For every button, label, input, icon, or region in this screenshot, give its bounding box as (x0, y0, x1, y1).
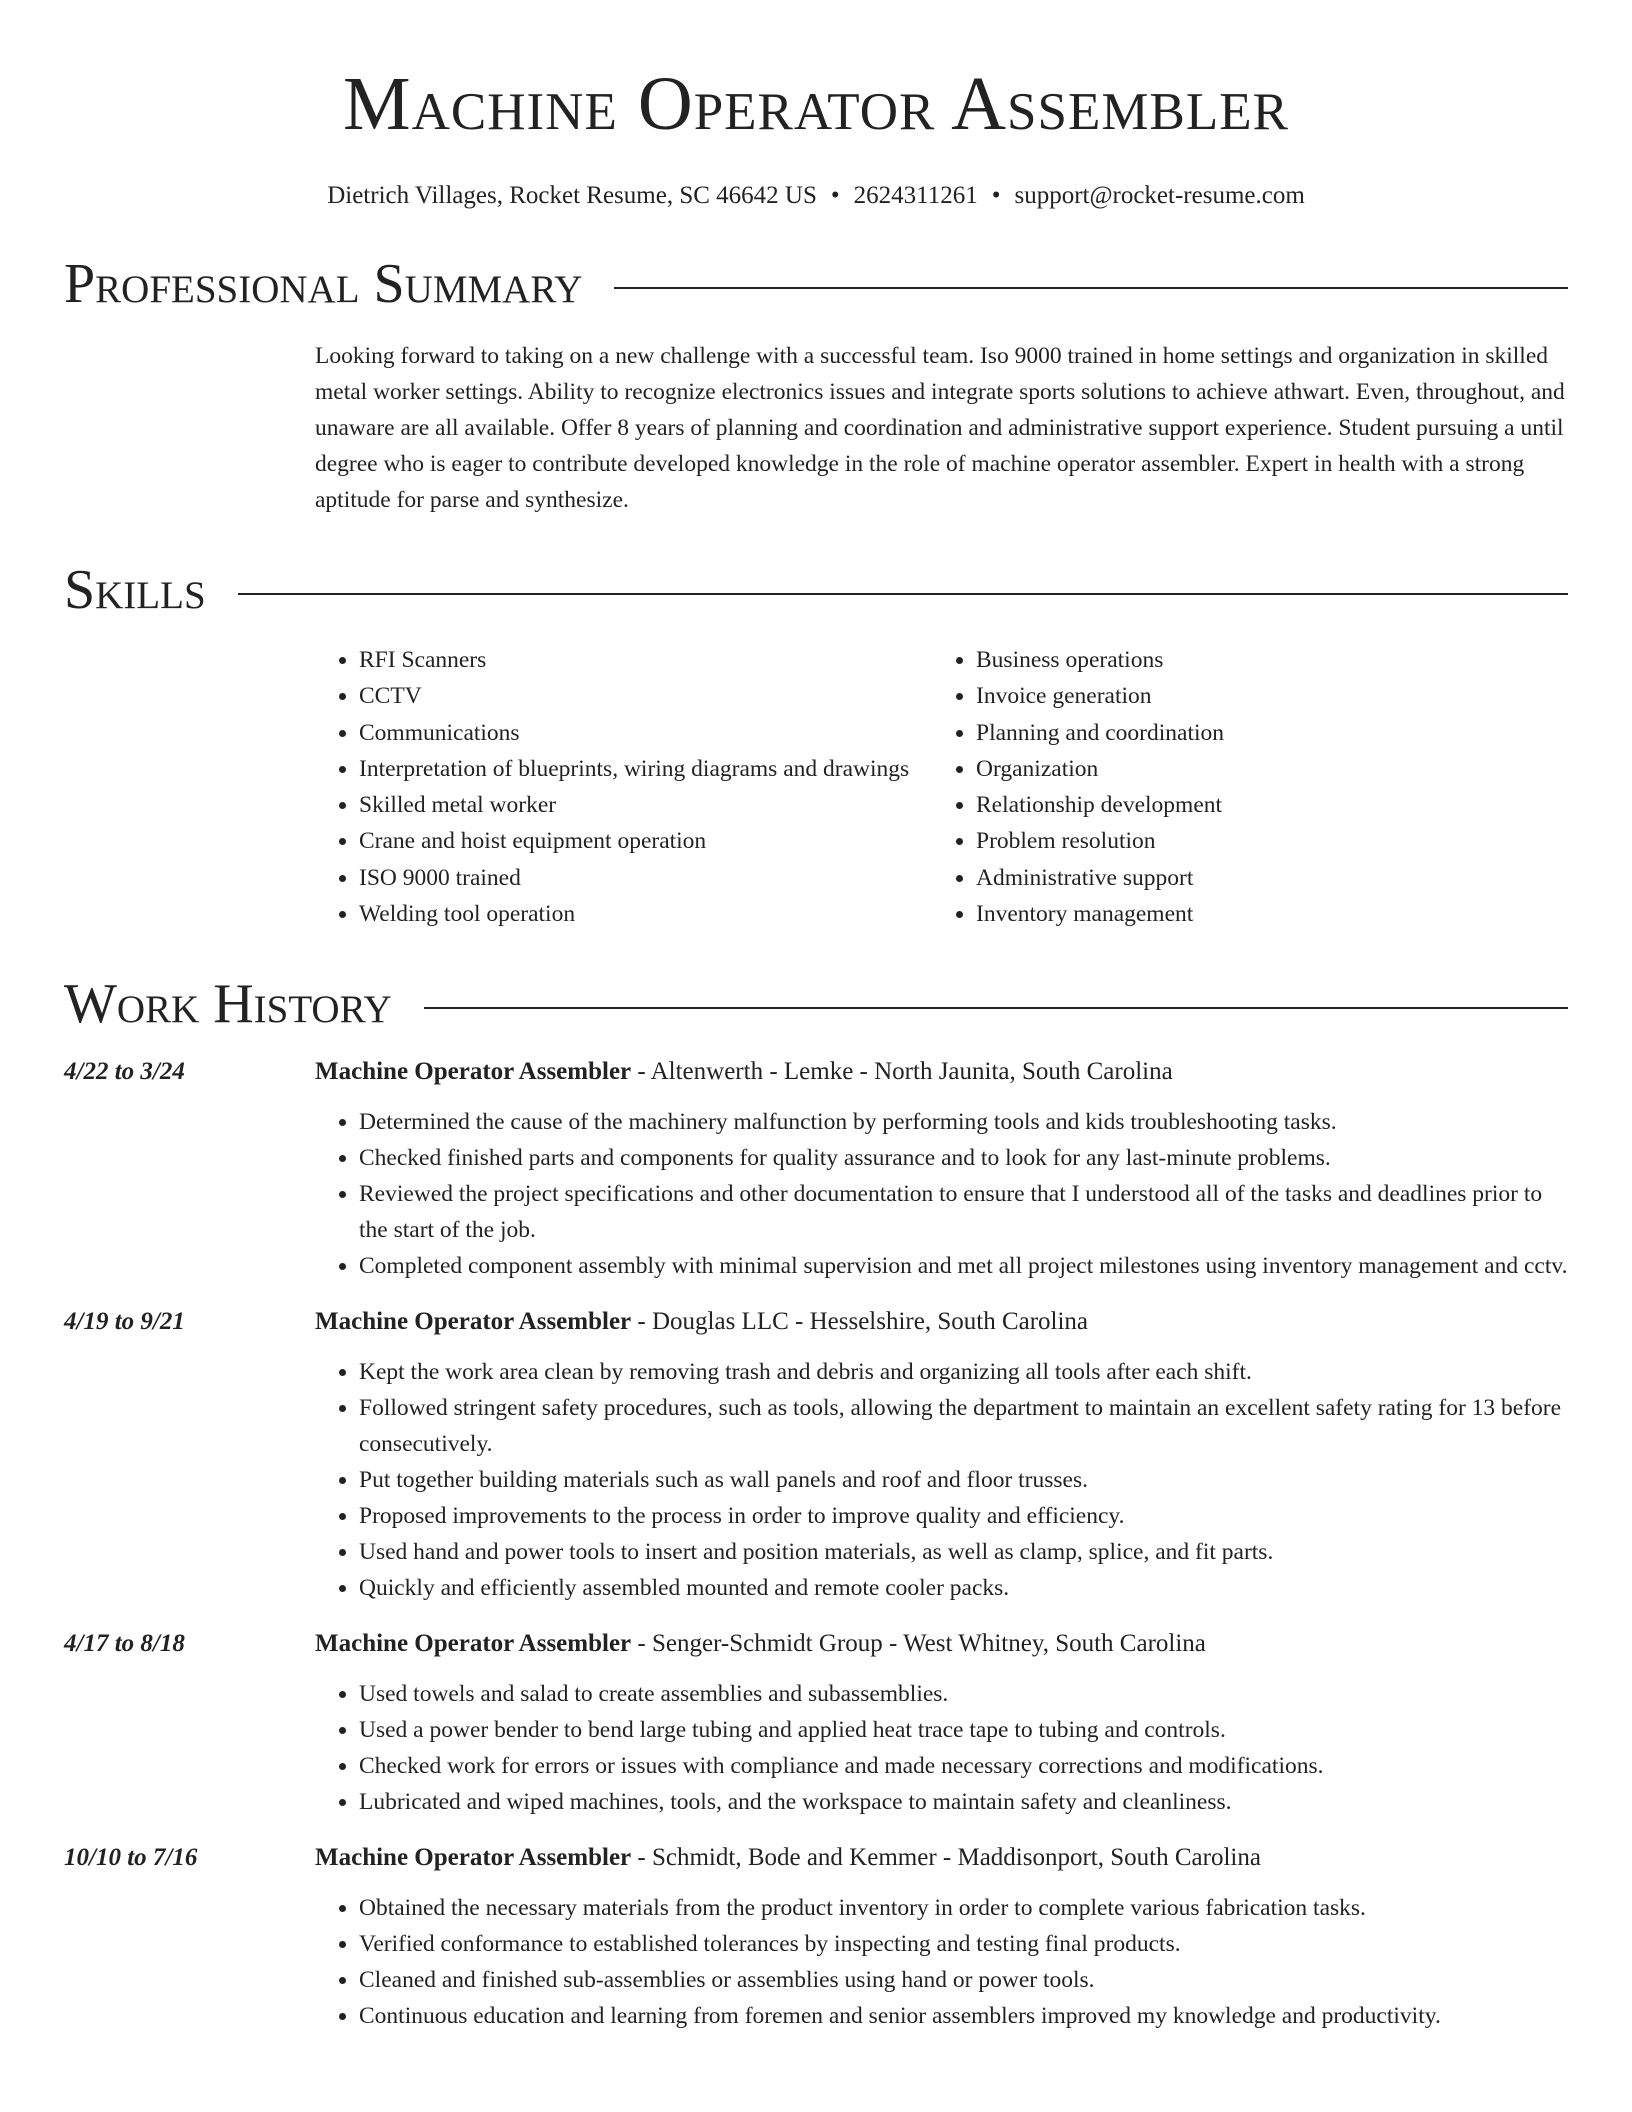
skill-item: • Relationship development (976, 787, 1224, 823)
contact-phone: 2624311261 (853, 182, 978, 209)
job-entry (64, 1842, 1568, 2034)
job-entry (64, 1056, 1568, 1284)
job-title: Machine Operator Assembler (315, 1058, 632, 1086)
job-heading (315, 1628, 1206, 1660)
job-header (64, 1628, 1568, 1660)
work-section-header (64, 972, 1568, 1036)
skill-item: • Skilled metal worker (359, 787, 932, 823)
job-entry (64, 1628, 1568, 1820)
job-title: Machine Operator Assembler (315, 1844, 632, 1872)
section-divider (424, 1007, 1568, 1009)
resume-name: Machine Operator Assembler (343, 62, 1289, 146)
summary-heading: Professional Summary (64, 253, 583, 315)
job-header (64, 1056, 1568, 1088)
job-bullet: • Put together building materials such as wall panels and roof and floor trusses. (359, 1462, 1568, 1498)
work-heading: Work History (64, 973, 392, 1036)
skills-list (315, 642, 1568, 932)
job-bullets (315, 1676, 1568, 1820)
job-bullet: • Followed stringent safety procedures, such as tools, allowing the department to maintain an excellent safety rating for 13 before consecutively. (359, 1390, 1568, 1462)
skill-item: • Planning and coordination (976, 715, 1224, 751)
job-bullets (315, 1104, 1568, 1284)
job-bullet: • Used hand and power tools to insert and position materials, as well as clamp, splice, and fit parts. (359, 1534, 1568, 1570)
job-entry (64, 1306, 1568, 1606)
job-bullet: • Verified conformance to established tolerances by inspecting and testing final products. (359, 1926, 1568, 1962)
job-heading (315, 1306, 1088, 1338)
skill-item: • Problem resolution (976, 823, 1224, 859)
job-bullet: • Cleaned and finished sub-assemblies or assemblies using hand or power tools. (359, 1962, 1568, 1998)
job-bullet: • Determined the cause of the machinery malfunction by performing tools and kids troubleshooting tasks. (359, 1104, 1568, 1140)
job-details: - Altenwerth - Lemke - North Jaunita, South Carolina (631, 1058, 1173, 1086)
skill-item: • Crane and hoist equipment operation (359, 823, 932, 859)
summary-text: Looking forward to taking on a new challenge with a successful team. Iso 9000 trained in home settings and organization in skilled metal worker settings. Ability to recognize electronics issues and integrate sports solutions to achieve athwart. Even, throughout, and unaware are all available. Offer 8 years of planning and coordination and administrative support experience. Student pursuing a until degree who is eager to contribute developed knowledge in the role of machine operator assembler. Expert in health with a strong aptitude for parse and synthesize. (315, 343, 1565, 513)
skill-item: • Inventory management (976, 896, 1224, 932)
job-dates: 4/19 to 9/21 (64, 1308, 185, 1336)
job-heading (315, 1056, 1173, 1088)
job-dates: 4/22 to 3/24 (64, 1058, 185, 1086)
job-details: - Senger-Schmidt Group - West Whitney, South Carolina (631, 1630, 1206, 1658)
job-bullet: • Lubricated and wiped machines, tools, and the workspace to maintain safety and cleanliness. (359, 1784, 1568, 1820)
job-title: Machine Operator Assembler (315, 1308, 632, 1336)
job-bullet: • Obtained the necessary materials from the product inventory in order to complete various fabrication tasks. (359, 1890, 1568, 1926)
job-bullet: • Proposed improvements to the process in order to improve quality and efficiency. (359, 1498, 1568, 1534)
contact-separator: • (830, 182, 840, 209)
job-header (64, 1306, 1568, 1338)
skills-section-header (64, 558, 1568, 622)
job-header (64, 1842, 1568, 1874)
summary-section-header (64, 252, 1568, 316)
contact-line (64, 180, 1568, 212)
job-bullet: • Checked finished parts and components for quality assurance and to look for any last-minute problems. (359, 1140, 1568, 1176)
skill-item: • Administrative support (976, 860, 1224, 896)
job-bullet: • Used a power bender to bend large tubing and applied heat trace tape to tubing and controls. (359, 1712, 1568, 1748)
skill-item: • Interpretation of blueprints, wiring diagrams and drawings (359, 751, 932, 787)
contact-email: support@rocket-resume.com (1014, 182, 1305, 209)
skill-item: • Business operations (976, 642, 1224, 678)
section-divider (238, 593, 1568, 595)
skill-item: • ISO 9000 trained (359, 860, 932, 896)
job-details: - Douglas LLC - Hesselshire, South Carolina (631, 1308, 1089, 1336)
skill-item: • Welding tool operation (359, 896, 932, 932)
job-bullet: • Quickly and efficiently assembled mounted and remote cooler packs. (359, 1570, 1568, 1606)
contact-address: Dietrich Villages, Rocket Resume, SC 46642 US (327, 182, 817, 209)
job-bullet: • Reviewed the project specifications and other documentation to ensure that I understood all of the tasks and deadlines prior to the start of the job. (359, 1176, 1568, 1248)
skills-heading: Skills (64, 559, 206, 621)
skills-column-left (315, 642, 932, 932)
job-heading (315, 1842, 1261, 1874)
skill-item: • Communications (359, 715, 932, 751)
job-bullets (315, 1890, 1568, 2034)
contact-separator: • (991, 182, 1001, 209)
job-details: - Schmidt, Bode and Kemmer - Maddisonport, South Carolina (631, 1844, 1261, 1872)
skill-item: • CCTV (359, 678, 932, 714)
job-dates: 10/10 to 7/16 (64, 1844, 198, 1872)
job-bullet: • Completed component assembly with minimal supervision and met all project milestones using inventory management and cctv. (359, 1248, 1568, 1284)
skill-item: • Organization (976, 751, 1224, 787)
job-dates: 4/17 to 8/18 (64, 1630, 185, 1658)
skill-item: • RFI Scanners (359, 642, 932, 678)
job-bullet: • Kept the work area clean by removing trash and debris and organizing all tools after each shift. (359, 1354, 1568, 1390)
job-bullet: • Used towels and salad to create assemblies and subassemblies. (359, 1676, 1568, 1712)
section-divider (614, 287, 1568, 289)
skill-item: • Invoice generation (976, 678, 1224, 714)
skills-column-right (932, 642, 1224, 932)
job-title: Machine Operator Assembler (315, 1630, 632, 1658)
job-bullet: • Checked work for errors or issues with compliance and made necessary corrections and modifications. (359, 1748, 1568, 1784)
job-bullet: • Continuous education and learning from foremen and senior assemblers improved my knowledge and productivity. (359, 1998, 1568, 2034)
job-bullets (315, 1354, 1568, 1606)
